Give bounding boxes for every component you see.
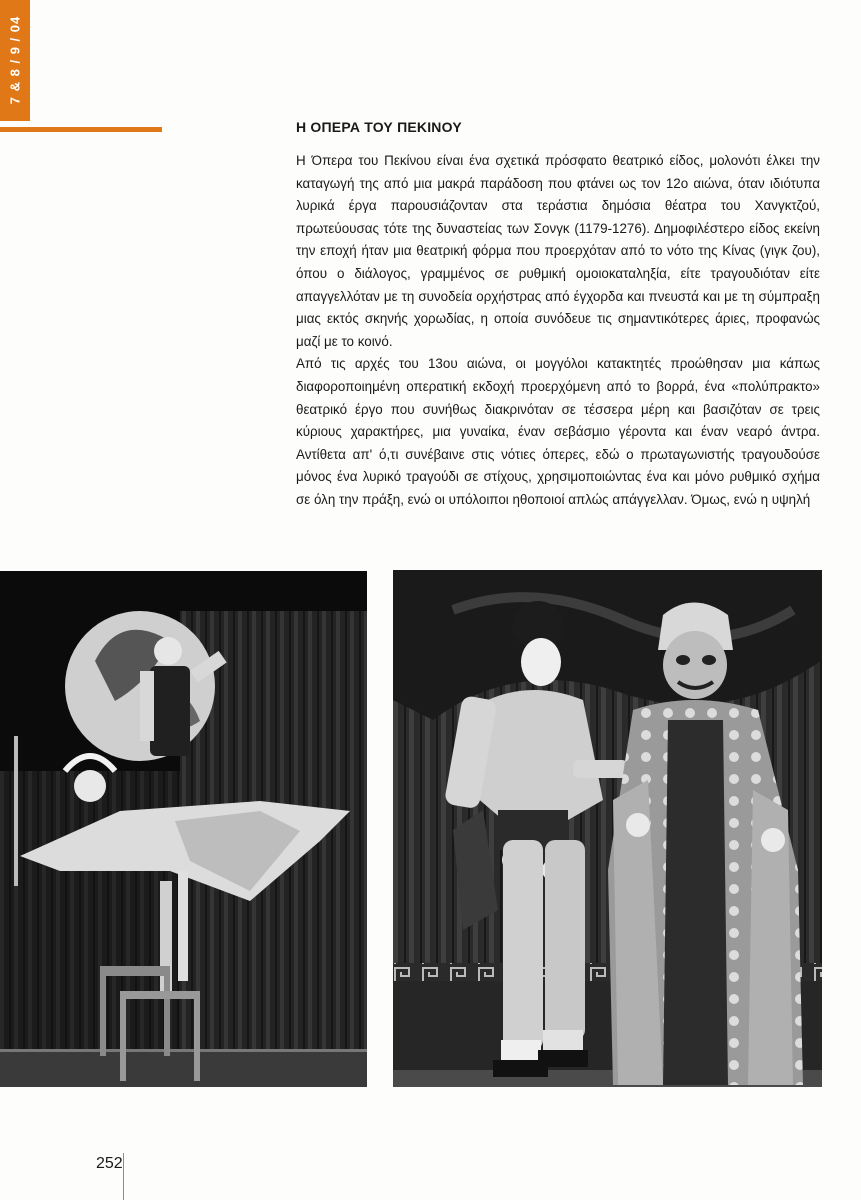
paragraph-1: Η Όπερα του Πεκίνου είναι ένα σχετικά πρόσφατο θεατρικό είδος, μολονότι έλκει την καταγωγή της από μια μακρά παράδοση που φτάνει ως τον 12ο αιώνα, όταν ιδιότυπα λυρικά έργα παρουσιάζονταν στα τεράστια δημόσια θέατρα του Χανγκτζού, πρωτεύουσας τότε της δυναστείας των Σονγκ (1179-1276). Δημοφιλέστερο είδος εκείνη την εποχή ήταν μια θεατρική φόρμα που προερχόταν από το νότο της Κίνας (γιγκ ζου), όπου ο διάλογος, γραμμένος σε ρυθμική ομοιοκαταληξία, είτε τραγουδιόταν είτε απαγγελλόταν με τη συνοδεία ορχήστρας από έγχορδα και πνευστά και με τη σύμπραξη μιας εκτός σκηνής χορωδίας, η οποία συνόδευε τις σημαντικότερες άριες, προφανώς μαζί με το κοινό.: [296, 153, 820, 349]
orange-rule: [0, 127, 162, 132]
paragraph-2: Από τις αρχές του 13ου αιώνα, οι μογγόλοι κατακτητές προώθησαν μια κάπως διαφοροποιημένη οπερατική εκδοχή προερχόμενη από το βορρά, ένα «πολύπρακτο» θεατρικό έργο που συνήθως διακρινόταν σε τέσσερα μέρη και βασιζόταν σε τρεις κύριους χαρακτήρες, μια γυναίκα, έναν σεβάσμιο γέροντα και έναν νεαρό άντρα. Αντίθετα απ' ό,τι συνέβαινε στις νότιες όπερες, εδώ ο πρωταγωνιστής τραγουδούσε μόνος ένα λυρικό τραγούδι σε στίχους, χρησιμοποιώντας ένα και μόνο ρυθμικό σχήμα σε όλη την πράξη, ενώ οι υπόλοιποι ηθοποιοί απλώς απάγγελλαν. Όμως, ενώ η υψηλή: [296, 356, 820, 507]
date-tab-label: 7 & 8 / 9 / 04: [7, 15, 23, 105]
page-number-rule: [123, 1153, 124, 1200]
article-title: Η ΟΠΕΡΑ ΤΟΥ ΠΕΚΙΝΟΥ: [296, 119, 462, 135]
photo-opera-scene-right: [393, 570, 822, 1087]
photo-left-image: [0, 571, 367, 1087]
photo-opera-scene-left: [0, 571, 367, 1087]
page-number: 252: [96, 1155, 123, 1172]
article-body: [296, 150, 820, 512]
photo-right-image: [393, 570, 822, 1087]
date-tab: [0, 0, 30, 121]
